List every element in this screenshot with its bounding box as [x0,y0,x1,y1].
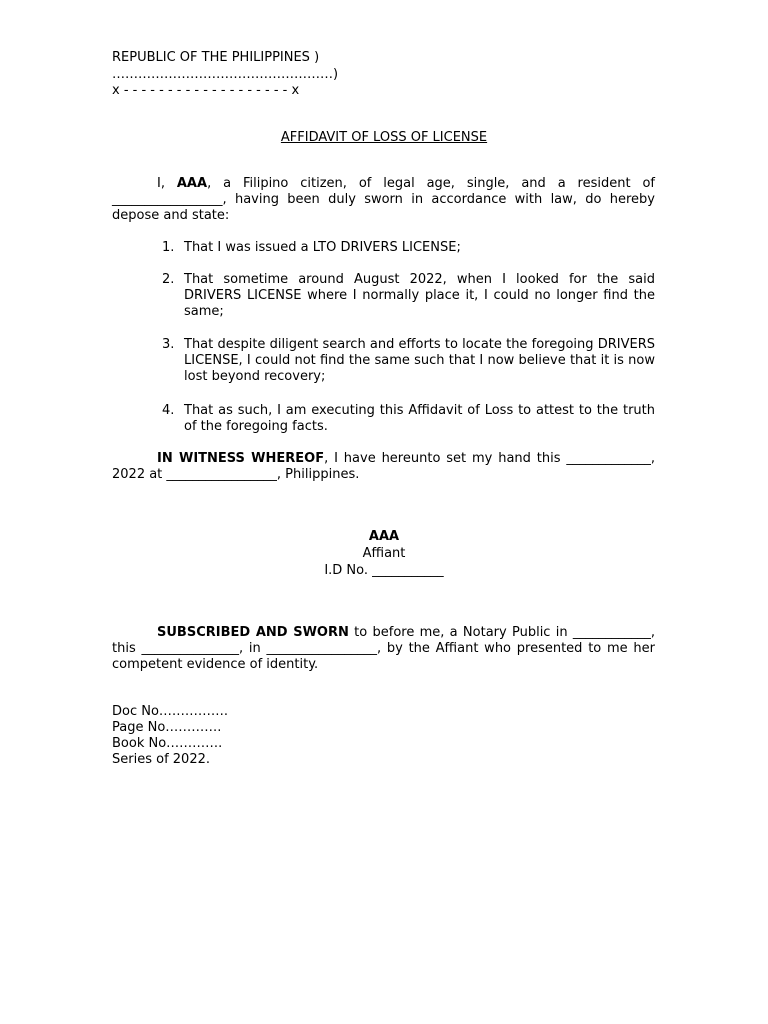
header-x-line: x - - - - - - - - - - - - - - - - - - - x [112,83,300,98]
list-item-text: That as such, I am executing this Affidavit of Loss to attest to the truth of the foregoing facts. [184,403,655,434]
jurat-bold: SUBSCRIBED AND SWORN [157,625,349,640]
list-item-number: 1. [162,240,175,255]
list-item-number: 2. [162,272,175,287]
notary-page-no: Page No…………. [112,720,222,735]
list-item-text: That sometime around August 2022, when I looked for the said DRIVERS LICENSE where I normally place it, I could no longer find the same; [184,272,655,319]
list-item-number: 3. [162,337,175,352]
witness-rest: , I have hereunto set my hand this _____________, 2022 at _________________, Philippines. [112,451,655,482]
list-item-text: That despite diligent search and efforts to locate the foregoing DRIVERS LICENSE, I could not find the same such that I now believe that it is now lost beyond recovery; [184,337,655,384]
list-item-text: That I was issued a LTO DRIVERS LICENSE; [184,240,461,255]
intro-paragraph [112,176,655,224]
header-republic: REPUBLIC OF THE PHILIPPINES ) [112,50,320,65]
affiant-name-inline: AAA [176,176,208,191]
intro-rest: , a Filipino citizen, of legal age, single, and a resident of _________________, having been duly sworn in accordance with law, do hereby depose and state: [112,176,656,223]
notary-book-no: Book No…………. [112,736,223,751]
jurat-paragraph [112,625,655,673]
intro-lead: I, [157,176,177,191]
notary-doc-no: Doc No……………. [112,704,229,719]
signature-name: AAA [368,529,400,544]
signature-role: Affiant [362,546,406,561]
jurat-rest: to before me, a Notary Public in ____________, this _______________, in _________________, by the Affiant who presented to me her competent evidence of identity. [112,625,655,672]
witness-paragraph [112,451,655,483]
signature-id: I.D No. ___________ [324,563,444,578]
witness-bold: IN WITNESS WHEREOF [157,451,325,466]
document-title: AFFIDAVIT OF LOSS OF LICENSE [280,130,488,145]
list-item-number: 4. [162,403,175,418]
notary-series: Series of 2022. [112,752,210,767]
header-dots-line: ……………………………………………) [112,67,339,82]
